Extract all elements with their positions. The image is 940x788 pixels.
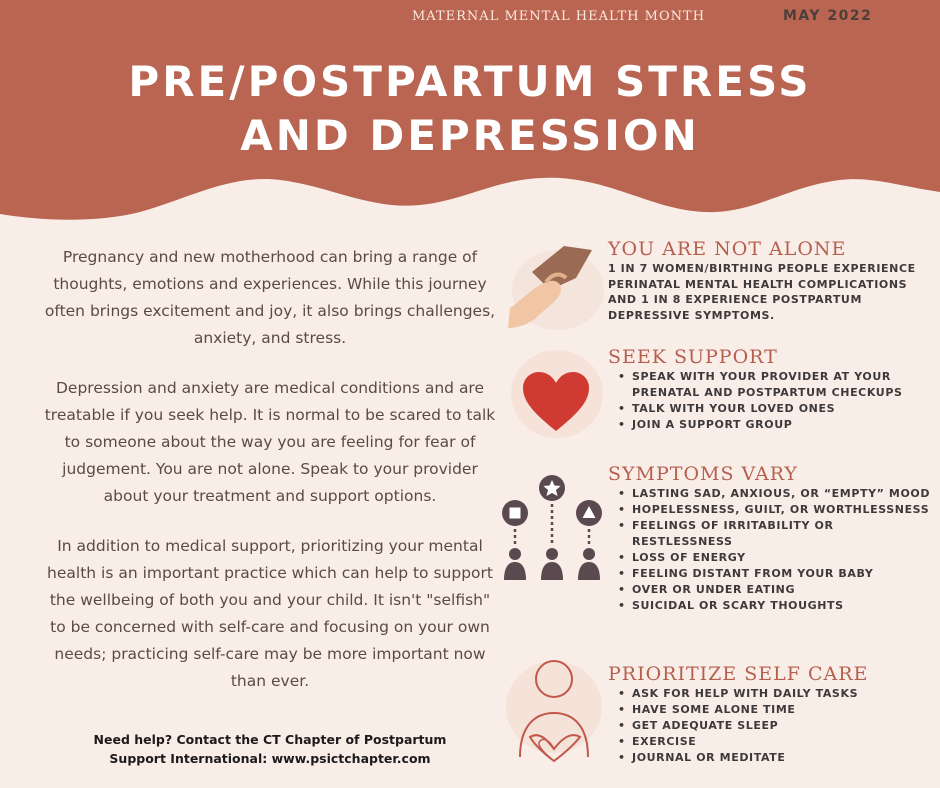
help-line-2: Support International: www.psictchapter.com (109, 751, 431, 766)
list-item: • TALK WITH YOUR LOVED ONES (618, 401, 933, 417)
list-item: • OVER OR UNDER EATING (618, 582, 933, 598)
section-text-not-alone: 1 IN 7 WOMEN/BIRTHING PEOPLE EXPERIENCE PERINATAL MENTAL HEALTH COMPLICATIONS AND 1 IN 8 EXPERIENCE POSTPARTUM DEPRESSIVE SYMPTOMS. (608, 262, 916, 322)
self-hug-icon (500, 645, 606, 775)
section-title-not-alone: YOU ARE NOT ALONE (608, 238, 847, 260)
intro-paragraph-3: In addition to medical support, prioritizing your mental health is an important practice which can help to support the wellbeing of both you and your child. It isn't "selfish" to be concerned with self-care and focusing on your own needs; practicing self-care may be more important now than ever. (47, 537, 493, 690)
section-title-symptoms: SYMPTOMS VARY (608, 463, 798, 485)
list-item: • FEELINGS OF IRRITABILITY OR RESTLESSNESS (618, 518, 933, 550)
section-symptoms (608, 462, 933, 614)
list-item: • JOURNAL OR MEDITATE (618, 750, 933, 766)
intro-text (40, 244, 500, 718)
list-item: • GET ADEQUATE SLEEP (618, 718, 933, 734)
list-item: • ASK FOR HELP WITH DAILY TASKS (618, 686, 933, 702)
heart-icon (505, 346, 605, 442)
help-line-1: Need help? Contact the CT Chapter of Postpartum (93, 732, 447, 747)
self-care-list (608, 686, 933, 766)
list-item: • HOPELESSNESS, GUILT, OR WORTHLESSNESS (618, 502, 933, 518)
intro-paragraph-2: Depression and anxiety are medical conditions and are treatable if you seek help. It is normal to be scared to talk to someone about the way you are feeling for fear of judgement. You are not alone. Speak to your provider about your treatment and support options. (44, 379, 496, 505)
year-label: MAY 2022 (783, 8, 873, 24)
symptoms-list (608, 486, 933, 614)
list-item: • LASTING SAD, ANXIOUS, OR “EMPTY” MOOD (618, 486, 933, 502)
people-shapes-icon (496, 472, 608, 584)
section-seek-support (608, 345, 933, 433)
list-item: • LOSS OF ENERGY (618, 550, 933, 566)
section-self-care (608, 662, 933, 766)
list-item: • EXERCISE (618, 734, 933, 750)
list-item: • HAVE SOME ALONE TIME (618, 702, 933, 718)
header-banner (0, 0, 940, 230)
section-title-seek-support: SEEK SUPPORT (608, 346, 778, 368)
list-item: • FEELING DISTANT FROM YOUR BABY (618, 566, 933, 582)
title-line-2: AND DEPRESSION (240, 111, 700, 160)
section-not-alone (608, 237, 933, 323)
seek-support-list (608, 369, 933, 433)
list-item: • SUICIDAL OR SCARY THOUGHTS (618, 598, 933, 614)
help-contact (60, 730, 480, 768)
section-title-self-care: PRIORITIZE SELF CARE (608, 663, 869, 685)
intro-paragraph-1: Pregnancy and new motherhood can bring a range of thoughts, emotions and experiences. While this journey often brings excitement and joy, it also brings challenges, anxiety, and stress. (44, 248, 496, 347)
hands-icon (502, 238, 608, 334)
list-item: • SPEAK WITH YOUR PROVIDER AT YOUR PRENATAL AND POSTPARTUM CHECKUPS (618, 369, 933, 401)
title-line-1: PRE/POSTPARTUM STRESS (128, 57, 812, 106)
page-title (0, 55, 940, 163)
list-item: • JOIN A SUPPORT GROUP (618, 417, 933, 433)
month-label: MATERNAL MENTAL HEALTH MONTH (412, 9, 706, 24)
